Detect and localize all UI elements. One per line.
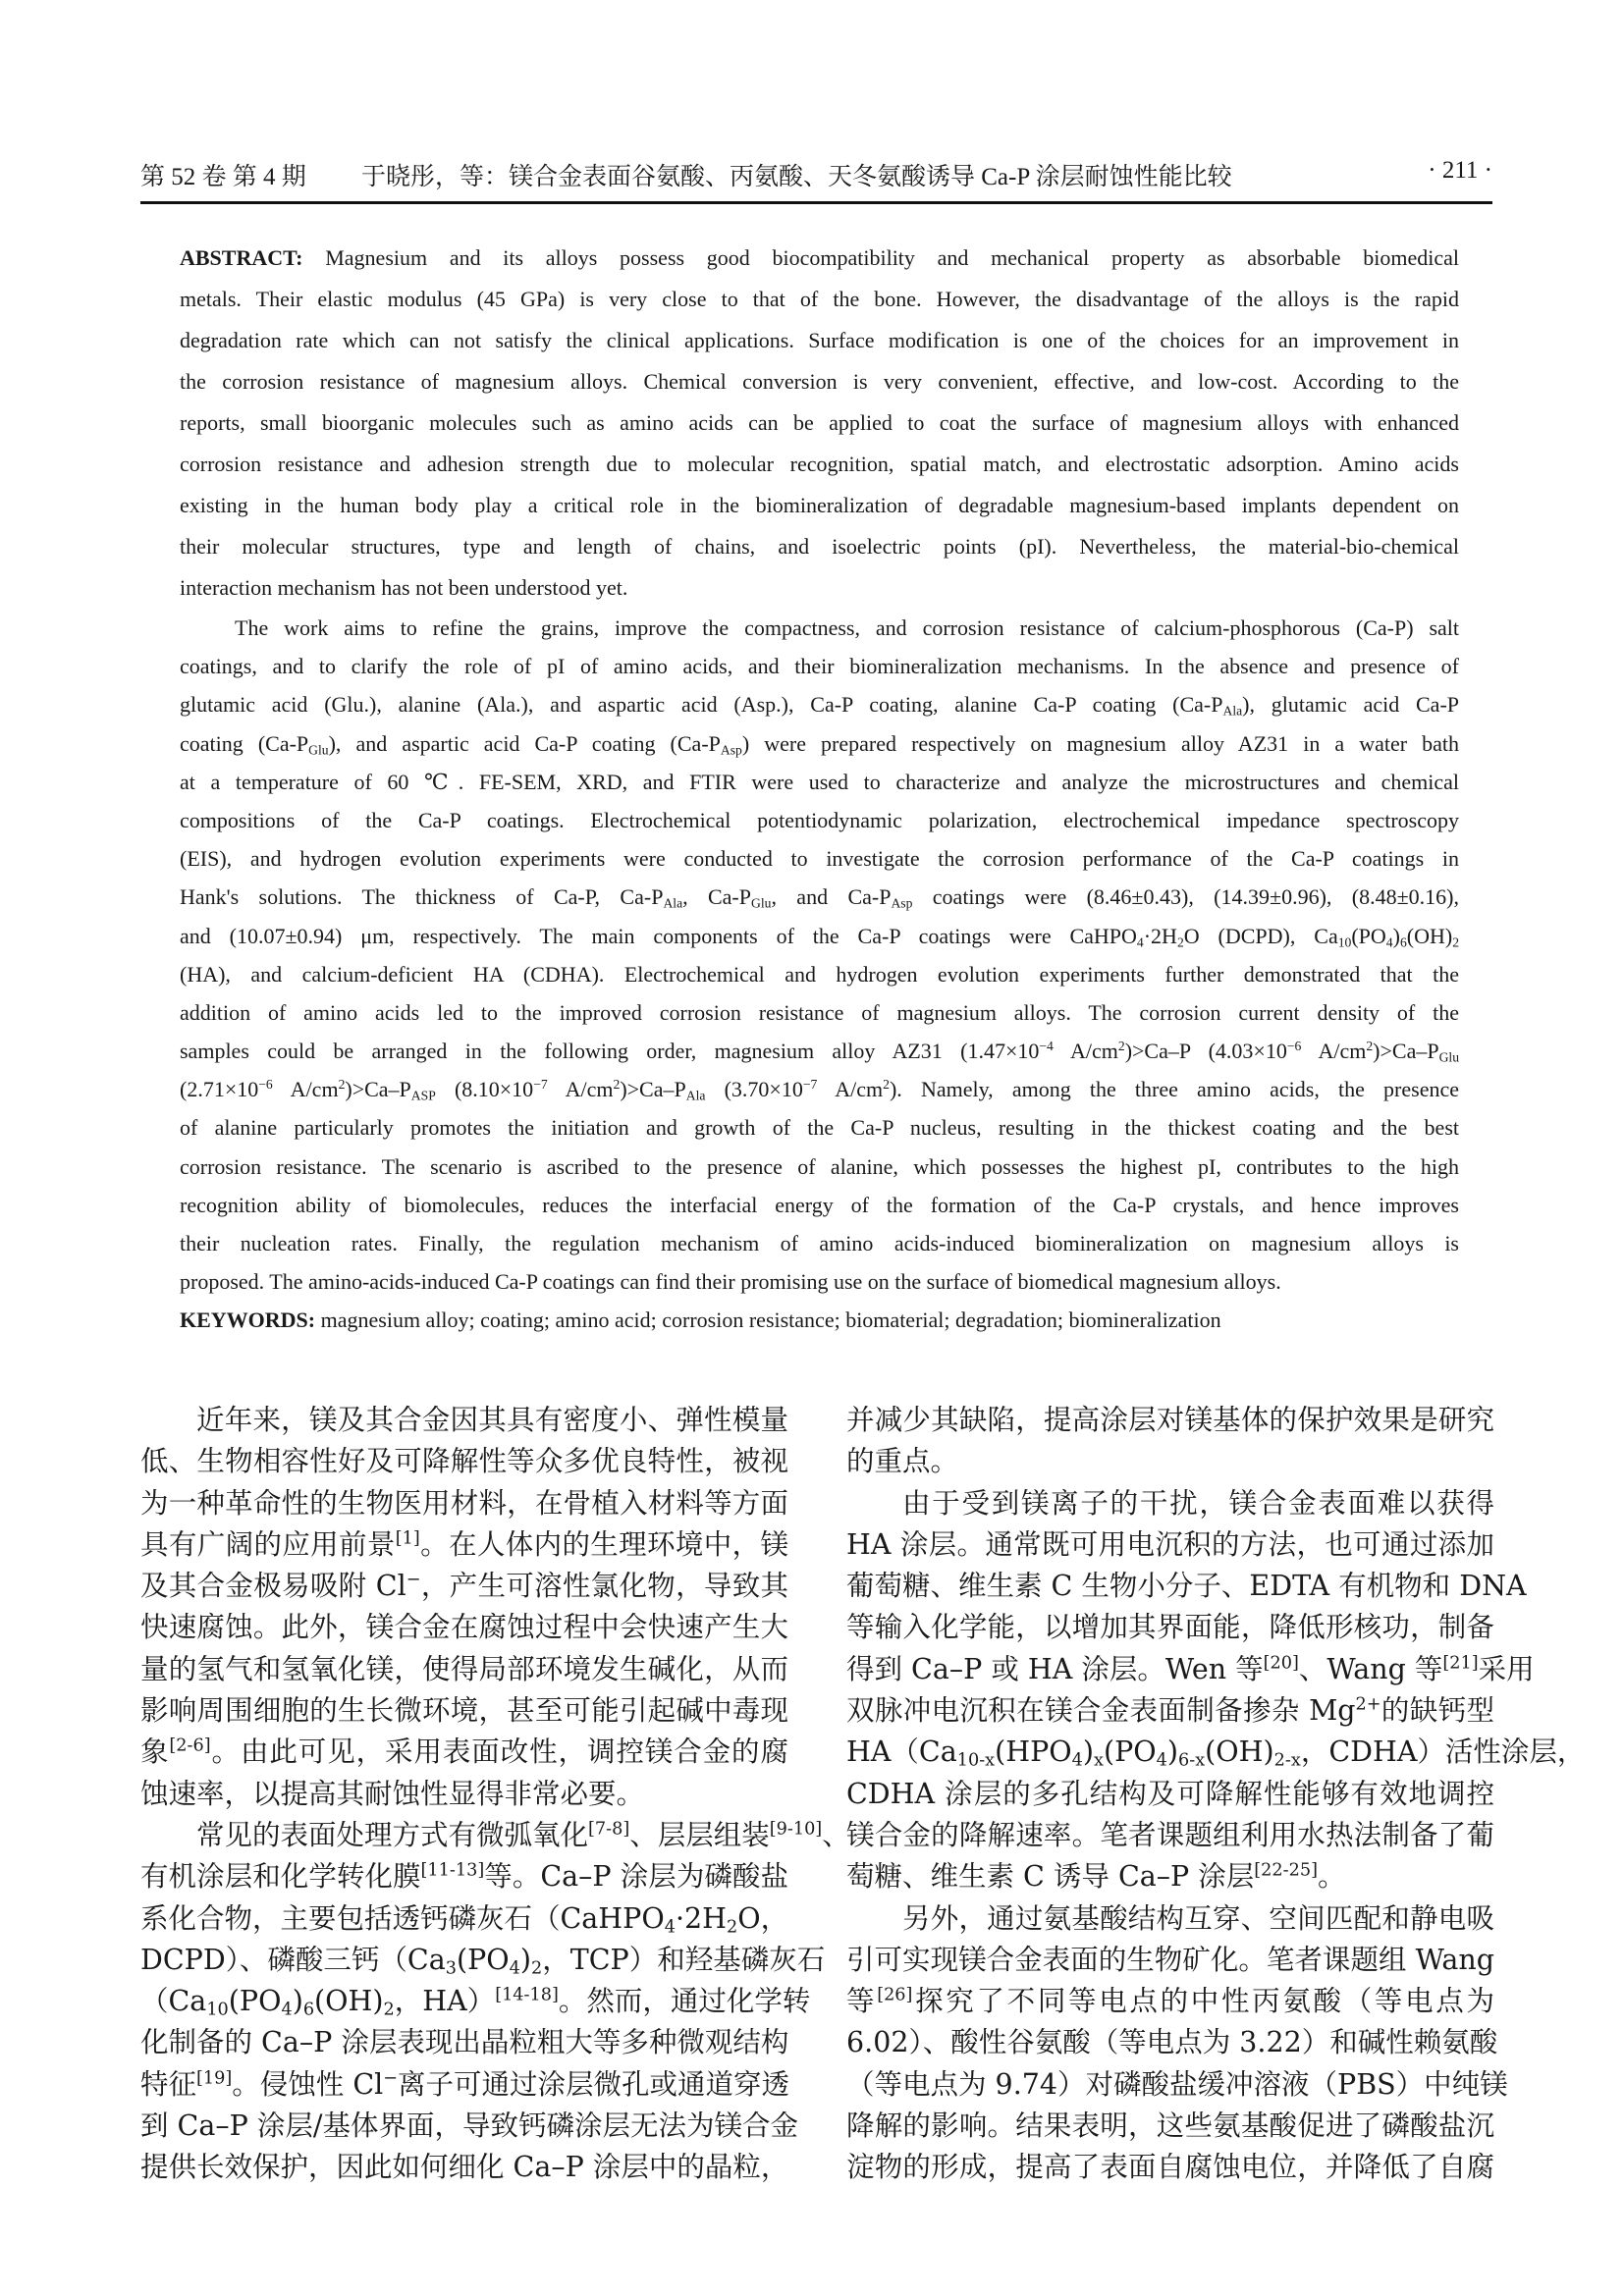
text-line: 特征[19]。侵蚀性 Cl−离子可通过涂层微孔或通道穿透 [140, 2067, 790, 2101]
superscript: [11-13] [420, 1860, 485, 1881]
subscript: 10 [1337, 934, 1352, 949]
page-number: · 211 · [1428, 157, 1492, 184]
superscript: 2 [883, 1077, 890, 1093]
subscript: 2 [726, 1916, 738, 1937]
text-line: 近年来，镁及其合金因其具有密度小、弹性模量 [196, 1404, 788, 1436]
text-line: glutamic acid (Glu.), alanine (Ala.), and aspartic acid (Asp.), Ca-P coating, alanine Ca-P coating $(Ca-P_{Ala})$, glutamic acid Ca-P [180, 692, 1460, 719]
text-line: 淀物的形成，提高了表面自腐蚀电位，并降低了自腐 [846, 2151, 1494, 2184]
text-line: coating $(Ca-P_{Glu})$, and aspartic acid Ca-P coating $(Ca-P_{Asp})$ were prepared respectively on magnesium alloy AZ31 in a water bath [180, 730, 1460, 757]
subscript: 2 [383, 2000, 395, 2020]
superscript: −7 [802, 1077, 818, 1093]
text-line: their molecular structures, type and length of chains, and isoelectric points (pI). Nevertheless, the material-bio-chemical [180, 534, 1459, 559]
text-line: their nucleation rates. Finally, the regulation mechanism of amino acids-induced biomineralization on magnesium alloys is [180, 1231, 1459, 1255]
text-line: CDHA 涂层的多孔结构及可降解性能够有效地调控 [846, 1777, 1494, 1810]
superscript: − [383, 2068, 399, 2089]
text-line: corrosion resistance and adhesion strength due to molecular recognition, spatial match, and electrostatic adsorption. Amino acids [180, 452, 1459, 476]
subscript: 4 [664, 1916, 676, 1937]
text-line: (EIS), and hydrogen evolution experiments were conducted to investigate the corrosion performance of the Ca-P coatings in [180, 846, 1459, 872]
superscript: − [406, 1570, 421, 1590]
subscript: 4 [1385, 934, 1393, 949]
text-line: 为一种革命性的生物医用材料，在骨植入材料等方面 [140, 1486, 788, 1520]
superscript: [14-18] [495, 1985, 559, 2005]
abstract-paragraph-1 [180, 238, 1459, 609]
subscript: 10 [206, 2000, 229, 2020]
superscript: −6 [1286, 1038, 1302, 1053]
text-line: （$Ca_{10}(PO_4)_6(OH)_2$，HA）[14-18]。然而，通过化学转 [140, 1985, 811, 2020]
text-line: DCPD）、磷酸三钙（$Ca_3(PO_4)_2$，TCP）和羟基磷灰石 [140, 1943, 826, 1979]
running-header-title: 于晓彤，等：镁合金表面谷氨酸、丙氨酸、天冬氨酸诱导 Ca-P 涂层耐蚀性能比较 [361, 164, 1232, 190]
text-line: 镁合金的降解速率。笔者课题组利用水热法制备了葡 [846, 1818, 1494, 1851]
superscript: [7-8] [588, 1819, 630, 1840]
subscript: 6-x [1178, 1750, 1206, 1771]
subscript: 2-x [1273, 1750, 1301, 1771]
keywords [180, 1301, 1459, 1339]
superscript: [26] [877, 1985, 913, 2005]
text-line: HA 涂层。通常既可用电沉积的方法，也可通过添加 [846, 1527, 1494, 1561]
text-line: 提供长效保护，因此如何细化 Ca–P 涂层中的晶粒， [140, 2151, 789, 2184]
superscript: −4 [1039, 1038, 1054, 1053]
text-line: 6.02）、酸性谷氨酸（等电点为 3.22）和碱性赖氨酸 [846, 2026, 1498, 2059]
text-line: recognition ability of biomolecules, reduces the interfacial energy of the formation of the Ca-P crystals, and hence improves [180, 1192, 1459, 1217]
subscript: 3 [445, 1958, 457, 1979]
text-line: 有机涂层和化学转化膜[11-13]等。Ca–P 涂层为磷酸盐 [140, 1860, 788, 1894]
text-line: 得到 Ca–P 或 HA 涂层。Wen 等[20]、Wang 等[21]采用 [846, 1652, 1535, 1685]
subscript: x [1094, 1750, 1104, 1771]
text-line: 影响周围细胞的生长微环境，甚至可能引起碱中毒现 [140, 1694, 788, 1728]
text-line: and (10.07±0.94) μm, respectively. The main components of the Ca-P coatings were $CaHPO_4\cdot 2H_2O$ (DCPD), $Ca_{10}(PO_4)_6(OH)_2$ [180, 923, 1459, 949]
text-line: 到 Ca–P 涂层/基体界面，导致钙磷涂层无法为镁合金 [140, 2109, 798, 2143]
text-line: interaction mechanism has not been understood yet. [180, 575, 628, 600]
text-line: coatings, and to clarify the role of pI of amino acids, and their biomineralization mechanisms. In the absence and presence of [180, 654, 1459, 679]
text-line: The work aims to refine the grains, improve the compactness, and corrosion resistance of calcium-phosphorous (Ca-P) salt [235, 615, 1459, 640]
text-line: 系化合物，主要包括透钙磷灰石（$CaHPO_4\cdot 2H_2O$， [140, 1901, 789, 1937]
subscript: 10-x [956, 1750, 996, 1771]
abstract-paragraph-2 [180, 609, 1459, 1301]
text-line: 由于受到镁离子的干扰，镁合金表面难以获得 [902, 1486, 1494, 1520]
subscript: 4 [1156, 1750, 1167, 1771]
subscript: ASP [410, 1088, 436, 1103]
superscript: 2 [1366, 1038, 1374, 1053]
text-line: 等输入化学能，以增加其界面能，降低形核功，制备 [846, 1611, 1494, 1644]
text-line: metals. Their elastic modulus (45 GPa) is very close to that of the bone. However, the disadvantage of the alloys is the rapid [180, 287, 1459, 311]
text-line: reports, small bioorganic molecules such as amino acids can be applied to coat the surface of magnesium alloys with enhanced [180, 410, 1459, 435]
text-line: samples could be arranged in the following order, magnesium alloy AZ31 ($1.47\times 10^{-4}$ $A/cm^2)>Ca-P$ ($4.03\times 10^{-6}$ $A/cm^2)>Ca-P_{Glu}$ [180, 1038, 1460, 1065]
body-column-right [846, 1400, 1586, 2189]
superscript: 2 [1117, 1038, 1125, 1053]
subscript: 2 [1176, 934, 1184, 949]
text-line: degradation rate which can not satisfy the clinical applications. Surface modification is one of the choices for an improvement in [180, 328, 1459, 352]
superscript: [9-10] [769, 1819, 823, 1840]
text-line: at a temperature of 60 ℃. FE-SEM, XRD, and FTIR were used to characterize and analyze the microstructures and chemical [180, 769, 1459, 794]
text-line: ABSTRACT: Magnesium and its alloys possess good biocompatibility and mechanical property as absorbable biomedical [180, 245, 1459, 270]
superscript: [2-6] [169, 1735, 211, 1756]
text-line: 双脉冲电沉积在镁合金表面制备掺杂 $Mg^{2+}$的缺钙型 [846, 1694, 1494, 1728]
subscript: Asp [891, 895, 913, 911]
superscript: [21] [1442, 1653, 1479, 1674]
text-line: 象[2-6]。由此可见，采用表面改性，调控镁合金的腐 [140, 1735, 788, 1769]
subscript: Asp [720, 741, 742, 757]
text-line: 另外，通过氨基酸结构互穿、空间匹配和静电吸 [902, 1901, 1494, 1935]
text-line: addition of amino acids led to the improved corrosion resistance of magnesium alloys. The corrosion current density of the [180, 999, 1459, 1025]
keywords-label: KEYWORDS: [180, 1308, 316, 1332]
subscript: 6 [1399, 934, 1407, 949]
subscript: 2 [1452, 934, 1459, 949]
subscript: 4 [281, 2000, 293, 2020]
subscript: Ala [685, 1088, 706, 1103]
text-line: $HA(Ca_{10-x}(HPO_4)_x(PO_4)_{6-x}(OH)_{2-x}$，CDHA）活性涂层， [846, 1735, 1586, 1771]
text-line: 低、生物相容性好及可降解性等众多优良特性，被视 [140, 1445, 788, 1478]
subscript: Glu [751, 895, 772, 911]
text-line: 化制备的 Ca–P 涂层表现出晶粒粗大等多种微观结构 [140, 2026, 789, 2059]
text-line: Hank's solutions. The thickness of Ca-P, $Ca-P_{Ala}$, $Ca-P_{Glu}$, and $Ca-P_{Asp}$ coatings were (8.46±0.43), (14.39±0.96), (8.48±0.16), [180, 884, 1460, 911]
text-line: the corrosion resistance of magnesium alloys. Chemical conversion is very convenient, effective, and low-cost. According to the [180, 369, 1459, 394]
header-rule [140, 201, 1492, 204]
text-line: 量的氢气和氢氧化镁，使得局部环境发生碱化，从而 [140, 1652, 788, 1685]
subscript: 4 [1071, 1750, 1083, 1771]
subscript: 4 [509, 1958, 520, 1979]
text-line: 并减少其缺陷，提高涂层对镁基体的保护效果是研究 [846, 1404, 1494, 1436]
text-line: proposed. The amino-acids-induced Ca-P coatings can find their promising use on the surface of biomedical magnesium alloys. [180, 1269, 1281, 1295]
text-line: 等[26]探究了不同等电点的中性丙氨酸（等电点为 [846, 1985, 1494, 2018]
superscript: −6 [258, 1077, 273, 1093]
text-line: 萄糖、维生素 C 诱导 Ca–P 涂层[22-25]。 [846, 1860, 1346, 1894]
text-line: 快速腐蚀。此外，镁合金在腐蚀过程中会快速产生大 [140, 1611, 788, 1644]
superscript: [1] [395, 1528, 420, 1549]
subscript: Ala [663, 895, 683, 911]
text-line: compositions of the Ca-P coatings. Electrochemical potentiodynamic polarization, electrochemical impedance spectroscopy [180, 807, 1459, 832]
text-line: 降解的影响。结果表明，这些氨基酸促进了磷酸盐沉 [846, 2109, 1494, 2143]
subscript: Glu [1438, 1049, 1460, 1065]
text-line: 引可实现镁合金表面的生物矿化。笔者课题组 Wang [846, 1943, 1494, 1976]
superscript: −7 [533, 1077, 548, 1093]
text-line: corrosion resistance. The scenario is ascribed to the presence of alanine, which possesses the highest pI, contributes to the high [180, 1153, 1459, 1179]
superscript: [20] [1263, 1653, 1299, 1674]
subscript: 6 [302, 2000, 315, 2020]
superscript: [19] [196, 2068, 233, 2089]
superscript: 2 [338, 1077, 346, 1093]
text-line: （等电点为 9.74）对磷酸盐缓冲溶液（PBS）中纯镁 [846, 2067, 1508, 2101]
abstract-label: ABSTRACT: [180, 245, 303, 270]
text-line: existing in the human body play a critical role in the biomineralization of degradable magnesium-based implants dependent on [180, 493, 1459, 517]
text-line: 的重点。 [846, 1445, 959, 1478]
subscript: 2 [531, 1958, 543, 1979]
text-line: of alanine particularly promotes the initiation and growth of the Ca-P nucleus, resulting in the thickest coating and the best [180, 1115, 1459, 1141]
running-header-issue: 第 52 卷 第 4 期 [140, 164, 306, 190]
text-line: 葡萄糖、维生素 C 生物小分子、EDTA 有机物和 DNA [846, 1570, 1527, 1603]
keywords-text: magnesium alloy; coating; amino acid; corrosion resistance; biomaterial; degradation; biomineralization [315, 1308, 1221, 1332]
subscript: Ala [1222, 703, 1243, 719]
subscript: Glu [308, 741, 329, 757]
superscript: 2 [613, 1077, 621, 1093]
body-column-left [140, 1400, 850, 2189]
text-line: ($2.71\times 10^{-6}$ $A/cm^2)>Ca-P_{ASP}$ ($8.10\times 10^{-7}$ $A/cm^2)>Ca-P_{Ala}$ ($3.70\times 10^{-7}$ $A/cm^2$). Namely, among the three amino acids, the presence [180, 1077, 1459, 1103]
text-line: 具有广阔的应用前景[1]。在人体内的生理环境中，镁 [140, 1527, 788, 1561]
superscript: [22-25] [1254, 1860, 1318, 1881]
text-line: 及其合金极易吸附 Cl−，产生可溶性氯化物，导致其 [140, 1570, 788, 1603]
subscript: 4 [1136, 934, 1144, 949]
superscript: 2+ [1355, 1694, 1381, 1715]
text-line: (HA), and calcium-deficient HA (CDHA). Electrochemical and hydrogen evolution experiments further demonstrated that the [180, 961, 1459, 987]
text-line: 常见的表面处理方式有微弧氧化[7-8]、层层组装[9-10]、 [196, 1818, 850, 1851]
text-line: 蚀速率，以提高其耐蚀性显得非常必要。 [140, 1777, 645, 1810]
keywords-line [180, 1301, 1459, 1339]
